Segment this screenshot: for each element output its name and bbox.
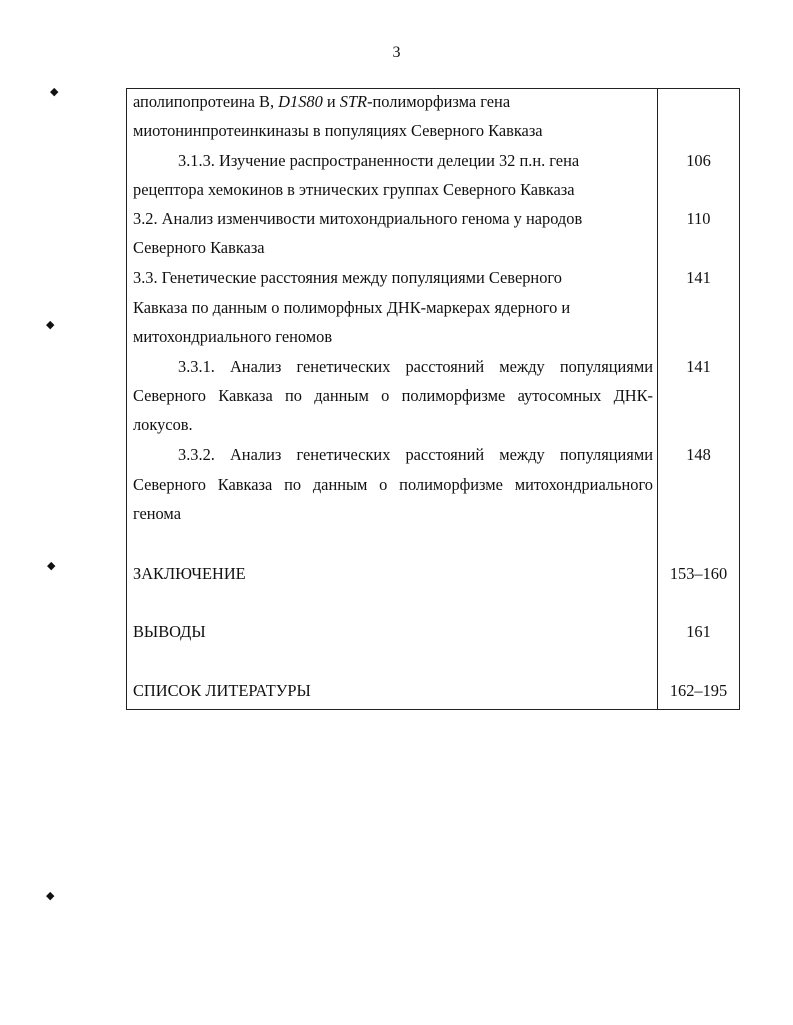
toc-entry-3-2: 3.2. Анализ изменчивости митохондриального генома у народов: [133, 209, 583, 228]
toc-line: Северного Кавказа по данным о полиморфизме митохондриального: [133, 475, 653, 494]
toc-line: локусов.: [133, 415, 193, 434]
toc-page-number: 148: [686, 445, 711, 464]
toc-page-number: 110: [686, 209, 711, 228]
binder-mark-3: ◆: [47, 560, 56, 572]
toc-page-number: 141: [686, 357, 711, 376]
toc-page-number: 106: [686, 151, 711, 170]
toc-page-number: 161: [686, 622, 711, 641]
column-divider: [657, 89, 658, 709]
toc-line: Кавказа по данным о полиморфных ДНК-маркерах ядерного и: [133, 298, 571, 317]
toc-line: Северного Кавказа: [133, 238, 265, 257]
toc-line: миотонинпротеинкиназы в популяциях Северного Кавказа: [133, 121, 543, 140]
toc-entry-3-1-3: 3.1.3. Изучение распространенности делеции 32 п.н. гена: [178, 151, 580, 170]
section-references: СПИСОК ЛИТЕРАТУРЫ: [133, 681, 311, 700]
binder-mark-1: ◆: [50, 86, 59, 98]
toc-page-number: 153–160: [669, 564, 728, 583]
section-conclusion: ЗАКЛЮЧЕНИЕ: [133, 564, 246, 583]
binder-mark-4: ◆: [46, 890, 55, 902]
toc-entry-3-3-1: 3.3.1. Анализ генетических расстояний между популяциями: [178, 357, 653, 376]
toc-line: Северного Кавказа по данным о полиморфизме аутосомных ДНК-: [133, 386, 653, 405]
toc-line: аполипопротеина В, D1S80 и STR-полиморфизма гена: [133, 92, 511, 111]
toc-entry-3-3: 3.3. Генетические расстояния между популяциями Северного: [133, 268, 562, 287]
toc-page-number: 162–195: [669, 681, 728, 700]
toc-line: генома: [133, 504, 181, 523]
toc-page-number: 141: [686, 268, 711, 287]
toc-line: митохондриального геномов: [133, 327, 333, 346]
page-number: 3: [392, 44, 401, 61]
table-of-contents: [126, 88, 740, 710]
toc-entry-3-3-2: 3.3.2. Анализ генетических расстояний между популяциями: [178, 445, 653, 464]
toc-line: рецептора хемокинов в этнических группах Северного Кавказа: [133, 180, 575, 199]
section-findings: ВЫВОДЫ: [133, 622, 206, 641]
binder-mark-2: ◆: [46, 319, 55, 331]
